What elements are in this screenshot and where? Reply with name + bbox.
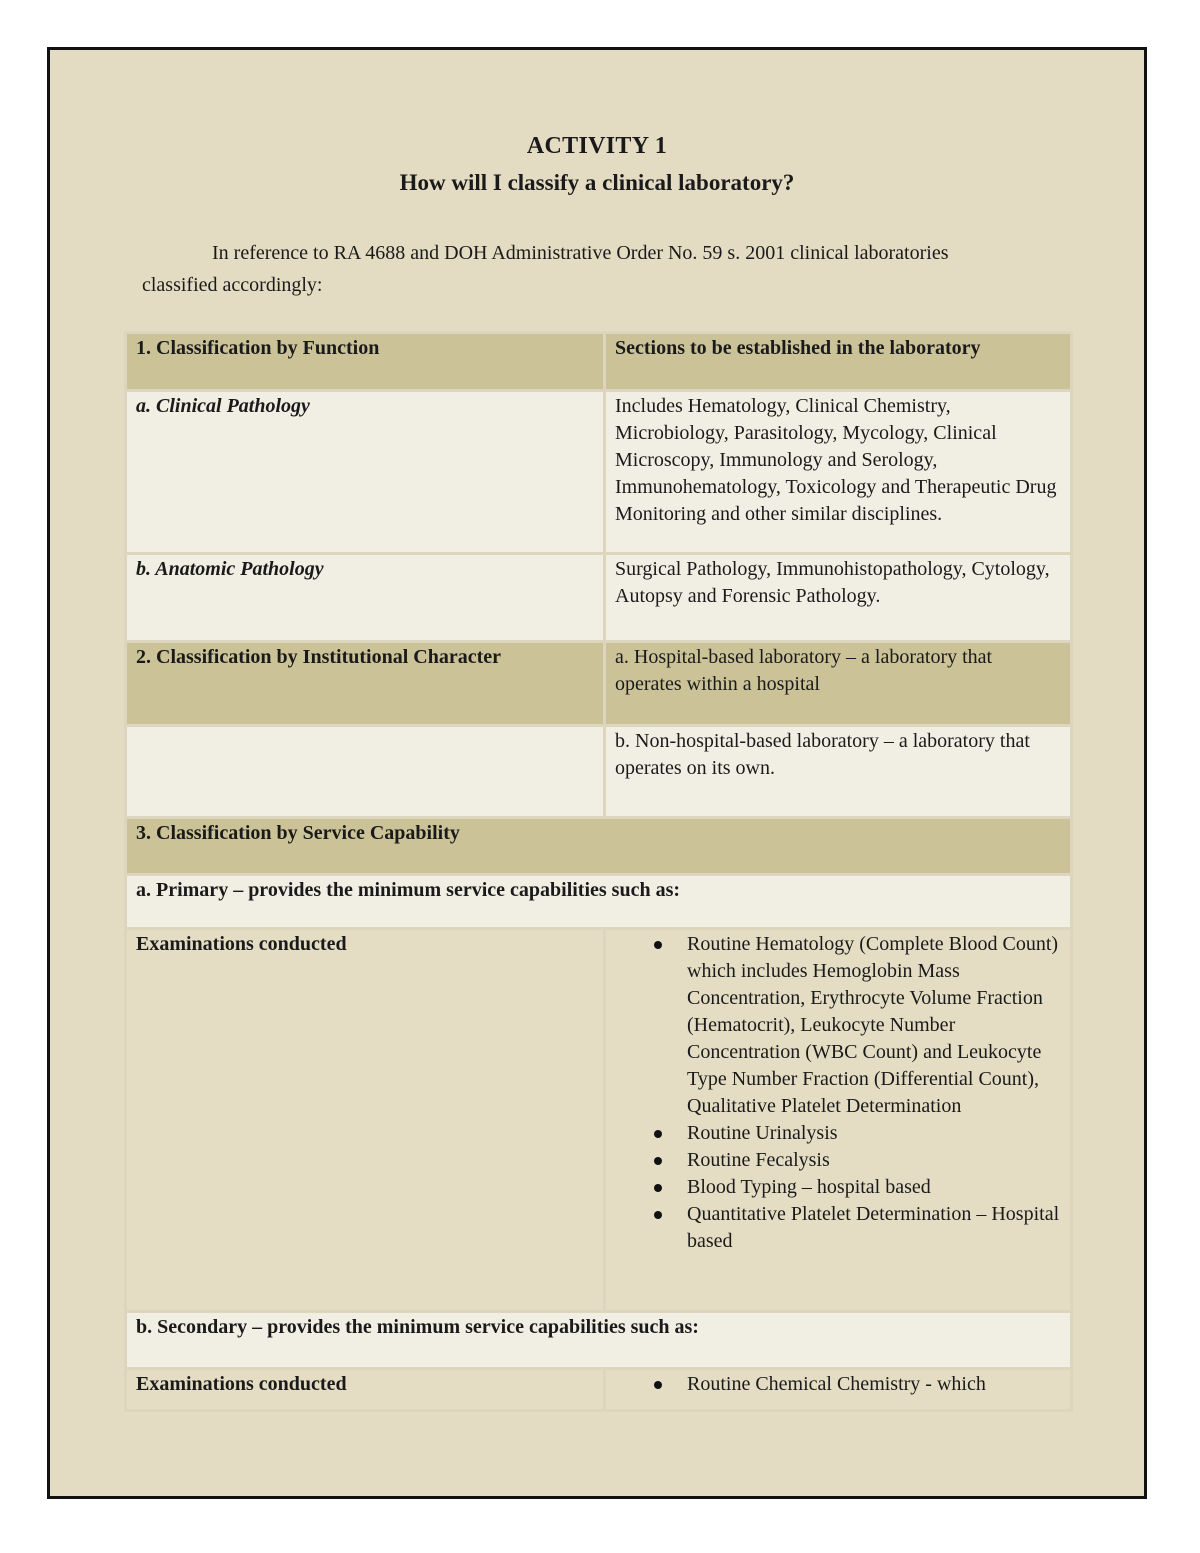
institutional-header-cell: 2. Classification by Institutional Character (126, 642, 605, 726)
secondary-exams-list (615, 1371, 1061, 1398)
list-item: Routine Urinalysis (687, 1120, 1061, 1147)
list-item: Quantitative Platelet Determination – Hospital based (687, 1201, 1061, 1255)
table-row (126, 929, 1072, 1312)
list-item: Routine Chemical Chemistry - which (687, 1371, 1061, 1398)
intro-text: In reference to RA 4688 and DOH Administrative Order No. 59 s. 2001 clinical laboratories classified accordingly: (142, 242, 949, 296)
page-subtitle: How will I classify a clinical laboratory? (399, 170, 795, 195)
list-item: Routine Hematology (Complete Blood Count) which includes Hemoglobin Mass Concentration, Erythrocyte Volume Fraction (Hematocrit), Leukocyte Number Concentration (WBC Count) and Leukocyte Type Number Fraction (Differential Count), Qualitative Platelet Determination (687, 931, 1061, 1120)
intro-paragraph (142, 237, 1002, 301)
table-row (126, 875, 1072, 929)
function-header-cell: 1. Classification by Function (126, 333, 605, 391)
anatomic-pathology-text: Surgical Pathology, Immunohistopathology, Cytology, Autopsy and Forensic Pathology. (605, 554, 1072, 642)
table-row (126, 554, 1072, 642)
hospital-based-text: a. Hospital-based laboratory – a laboratory that operates within a hospital (605, 642, 1072, 726)
list-item: Blood Typing – hospital based (687, 1174, 1061, 1201)
clinical-pathology-text: Includes Hematology, Clinical Chemistry, Microbiology, Parasitology, Mycology, Clinical Microscopy, Immunology and Serology, Immunohematology, Toxicology and Therapeutic Drug Monitoring and other similar disciplines. (605, 391, 1072, 554)
table-row (126, 1312, 1072, 1369)
exams-label-secondary: Examinations conducted (126, 1369, 605, 1411)
classification-table (124, 331, 1073, 1412)
clinical-pathology-label: a. Clinical Pathology (126, 391, 605, 554)
table-row (126, 818, 1072, 875)
document-page (47, 47, 1147, 1499)
table-row (126, 642, 1072, 726)
page-title: ACTIVITY 1 (526, 133, 668, 159)
anatomic-pathology-label: b. Anatomic Pathology (126, 554, 605, 642)
exams-label-primary: Examinations conducted (126, 929, 605, 1312)
primary-exams-list (615, 931, 1061, 1255)
sections-header-cell: Sections to be established in the laboratory (605, 333, 1072, 391)
table-row (126, 1369, 1072, 1411)
secondary-exams-cell (605, 1369, 1072, 1411)
table-row (126, 391, 1072, 554)
table-row (126, 333, 1072, 391)
primary-header: a. Primary – provides the minimum service capabilities such as: (126, 875, 1072, 929)
table-row (126, 726, 1072, 818)
empty-cell (126, 726, 605, 818)
secondary-header: b. Secondary – provides the minimum service capabilities such as: (126, 1312, 1072, 1369)
primary-exams-cell (605, 929, 1072, 1312)
non-hospital-based-text: b. Non-hospital-based laboratory – a laboratory that operates on its own. (605, 726, 1072, 818)
list-item: Routine Fecalysis (687, 1147, 1061, 1174)
service-capability-header: 3. Classification by Service Capability (126, 818, 1072, 875)
